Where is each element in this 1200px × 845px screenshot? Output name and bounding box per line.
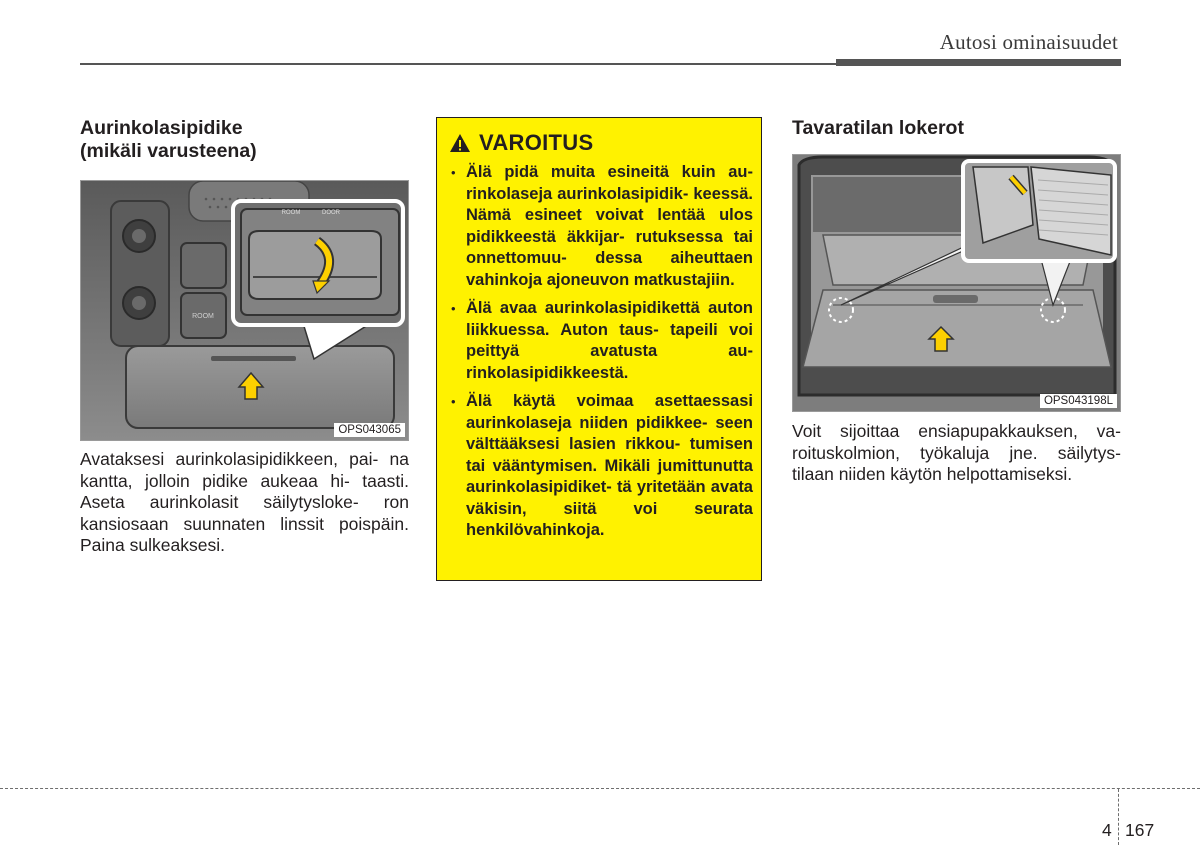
section-heading [80,117,409,163]
instruction-paragraph [792,421,1121,486]
heading-line: (mikäli varusteena) [80,140,257,162]
text-line: ron kansiosaan suunnaten linssit [80,492,409,534]
text-line: roituskolmion, työkaluja jne. säilytys- [792,442,1121,463]
section-heading: Tavaratilan lokerot [792,117,964,139]
page-number: 167 [1125,820,1155,840]
door-button-label: DOOR [322,210,340,216]
header-rule-bar [836,59,1121,66]
warning-item: • Älä avaa aurinkolasipidikettä auton liikkuessa. Auton taus- tapeili voi peittyä avatusta au- rinkolasipidikkeestä. [449,298,753,384]
luggage-compartment-section [792,117,1121,486]
footer-rule [0,788,1200,789]
instruction-paragraph [80,449,409,557]
sunglass-holder-illustration [80,180,409,441]
figure-code: OPS043065 [334,423,405,437]
warning-box [436,117,762,581]
room-button-label: ROOM [192,313,214,320]
cargo-area-drawing [793,155,1120,411]
text-line: taasti. Aseta aurinkolasit säilytysloke- [80,470,409,512]
cargo-area-illustration [792,154,1121,412]
footer-divider [1118,789,1119,845]
running-header-title: Autosi ominaisuudet [939,30,1118,54]
overhead-console-drawing [81,181,408,440]
warning-item: • Älä käytä voimaa asettaessasi aurinkolaseja niiden pidikkee- seen välttääksesi lasien rikkou- tumisen tai vääntymisen. Mikäli jumittunutta aurinkolasipidiket- tä yritetään avata väkisin, siitä voi seurata henkilövahinkoja. [449,391,753,542]
text-line: Avataksesi aurinkolasipidikkeen, pai- [80,449,379,469]
warning-item: • Älä pidä muita esineitä kuin au- rinkolaseja aurinkolasipidik- keessä. Nämä esineet voivat lentää ulos pidikkeestä äkkijar- rutuksessa tai onnettomuu- dessa aiheuttaen vahinkoja ajoneuvon matkustajiin. [449,162,753,291]
text-line: tilaan niiden käytön helpottamiseksi. [792,464,1073,484]
warning-title: VAROITUS [479,130,594,155]
chapter-number: 4 [1102,820,1112,840]
sunglass-holder-section [80,117,409,557]
header-rule [80,63,840,65]
room-button-label: ROOM [281,210,301,216]
figure-code: OPS043198L [1040,394,1117,408]
warning-list [449,162,753,542]
text-line: na kantta, jolloin pidike aukeaa hi- [80,449,409,491]
text-line: Voit sijoittaa ensiapupakkauksen, va- [792,421,1121,441]
text-line: poispäin. Paina sulkeaksesi. [80,513,409,555]
warning-header [449,130,753,156]
heading-line: Aurinkolasipidike [80,117,243,139]
warning-triangle-icon [449,133,471,153]
